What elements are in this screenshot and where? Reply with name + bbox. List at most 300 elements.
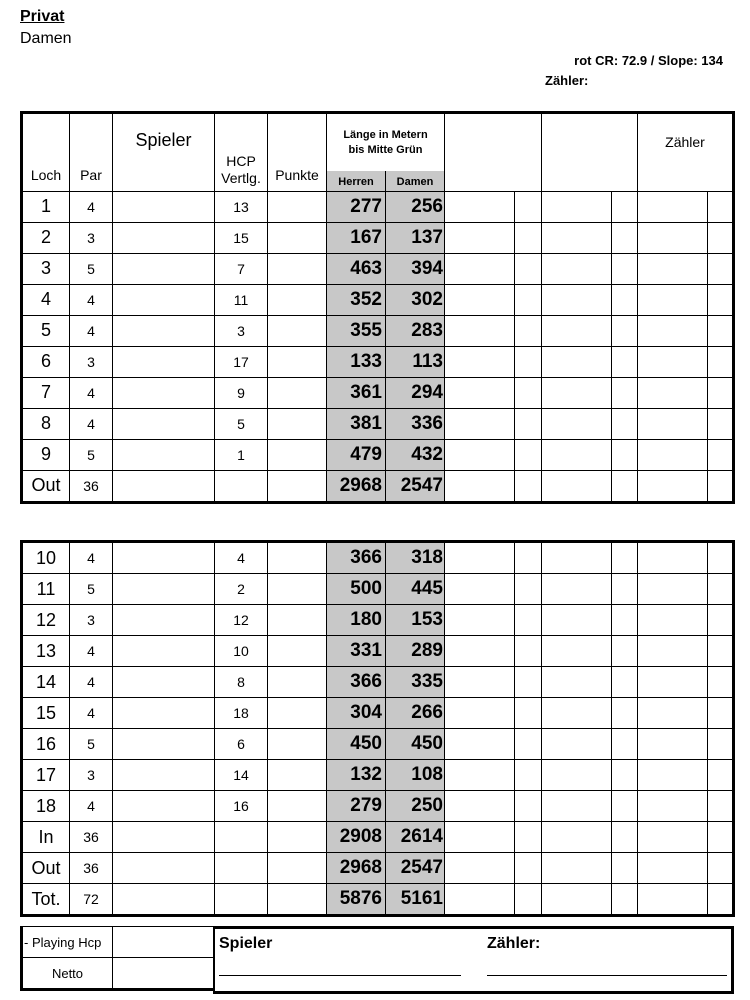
par-value: 3 <box>70 605 113 636</box>
score-field[interactable] <box>445 698 515 729</box>
score-field[interactable] <box>515 729 542 760</box>
score-field[interactable] <box>638 542 708 574</box>
score-field[interactable] <box>612 222 638 253</box>
score-field[interactable] <box>638 315 708 346</box>
score-field[interactable] <box>515 791 542 822</box>
header-spieler: Spieler <box>113 113 215 192</box>
length-herren: 355 <box>327 315 386 346</box>
score-field[interactable] <box>612 470 638 502</box>
total-row <box>22 822 734 853</box>
header-zaehler: Zähler <box>638 113 734 192</box>
score-field[interactable] <box>708 605 734 636</box>
hole-number: 18 <box>22 791 70 822</box>
score-field[interactable] <box>612 636 638 667</box>
hole-number: 14 <box>22 667 70 698</box>
score-field[interactable] <box>515 222 542 253</box>
hole-number: 4 <box>22 284 70 315</box>
length-herren: 366 <box>327 667 386 698</box>
hole-row <box>22 191 734 222</box>
score-field[interactable] <box>542 822 612 853</box>
points-field[interactable] <box>268 605 327 636</box>
hole-number: 15 <box>22 698 70 729</box>
score-field[interactable] <box>708 346 734 377</box>
hcp-index: 18 <box>215 698 268 729</box>
score-field[interactable] <box>638 729 708 760</box>
points-field[interactable] <box>268 377 327 408</box>
score-field[interactable] <box>515 253 542 284</box>
hcp-index: 9 <box>215 377 268 408</box>
length-damen: 137 <box>386 222 445 253</box>
score-field[interactable] <box>515 667 542 698</box>
player-score-field[interactable] <box>113 605 215 636</box>
score-field[interactable] <box>515 408 542 439</box>
hcp-index: 8 <box>215 667 268 698</box>
player-score-field[interactable] <box>113 377 215 408</box>
hcp-index: 3 <box>215 315 268 346</box>
score-field[interactable] <box>542 542 612 574</box>
player-score-field[interactable] <box>113 222 215 253</box>
points-field[interactable] <box>268 822 327 853</box>
score-field[interactable] <box>445 284 515 315</box>
points-field[interactable] <box>268 760 327 791</box>
total-row <box>22 470 734 502</box>
score-field[interactable] <box>445 822 515 853</box>
length-herren: 133 <box>327 346 386 377</box>
score-field[interactable] <box>445 667 515 698</box>
score-field[interactable] <box>638 439 708 470</box>
tee-category: Damen <box>20 30 72 47</box>
hcp-empty <box>215 470 268 502</box>
length-damen: 2614 <box>386 822 445 853</box>
header-par: Par <box>70 113 113 192</box>
length-herren: 479 <box>327 439 386 470</box>
hcp-index: 5 <box>215 408 268 439</box>
score-field[interactable] <box>515 346 542 377</box>
score-field[interactable] <box>542 253 612 284</box>
score-field[interactable] <box>445 253 515 284</box>
points-field[interactable] <box>268 791 327 822</box>
player-score-field[interactable] <box>113 667 215 698</box>
score-field[interactable] <box>612 346 638 377</box>
score-field[interactable] <box>612 760 638 791</box>
length-herren: 366 <box>327 542 386 574</box>
score-field[interactable] <box>515 377 542 408</box>
hole-row <box>22 760 734 791</box>
hole-number: 8 <box>22 408 70 439</box>
score-field[interactable] <box>515 470 542 502</box>
hole-row <box>22 574 734 605</box>
score-field[interactable] <box>708 315 734 346</box>
length-damen: 432 <box>386 439 445 470</box>
score-field[interactable] <box>515 284 542 315</box>
hole-row <box>22 698 734 729</box>
par-value: 4 <box>70 408 113 439</box>
score-field[interactable] <box>708 822 734 853</box>
hole-row <box>22 222 734 253</box>
score-field[interactable] <box>708 470 734 502</box>
hcp-index: 1 <box>215 439 268 470</box>
points-field[interactable] <box>268 191 327 222</box>
player-score-field[interactable] <box>113 439 215 470</box>
hole-number: 6 <box>22 346 70 377</box>
score-field[interactable] <box>542 791 612 822</box>
hole-number: 3 <box>22 253 70 284</box>
hole-number: 5 <box>22 315 70 346</box>
hole-row <box>22 253 734 284</box>
score-field[interactable] <box>638 760 708 791</box>
score-field[interactable] <box>542 760 612 791</box>
points-field[interactable] <box>268 853 327 884</box>
hcp-index: 17 <box>215 346 268 377</box>
score-field[interactable] <box>542 574 612 605</box>
header-score-col-1 <box>445 113 542 192</box>
score-field[interactable] <box>708 284 734 315</box>
length-herren: 279 <box>327 791 386 822</box>
length-herren: 5876 <box>327 884 386 916</box>
score-field[interactable] <box>542 222 612 253</box>
score-field[interactable] <box>708 853 734 884</box>
player-score-field[interactable] <box>113 542 215 574</box>
score-field[interactable] <box>515 574 542 605</box>
par-value: 4 <box>70 377 113 408</box>
hcp-empty <box>215 884 268 916</box>
score-field[interactable] <box>445 884 515 916</box>
score-field[interactable] <box>515 636 542 667</box>
score-field[interactable] <box>638 667 708 698</box>
score-field[interactable] <box>612 698 638 729</box>
score-field[interactable] <box>708 729 734 760</box>
signature-box <box>213 926 734 994</box>
score-field[interactable] <box>612 605 638 636</box>
counter-signature-label: Zähler: <box>487 935 541 952</box>
player-score-field[interactable] <box>113 636 215 667</box>
length-herren: 500 <box>327 574 386 605</box>
points-field[interactable] <box>268 729 327 760</box>
score-field[interactable] <box>445 605 515 636</box>
header-hcp: HCP Vertlg. <box>215 113 268 192</box>
score-field[interactable] <box>708 667 734 698</box>
hole-number: 1 <box>22 191 70 222</box>
player-score-field[interactable] <box>113 470 215 502</box>
hole-row <box>22 439 734 470</box>
total-label: In <box>22 822 70 853</box>
hcp-netto-table <box>20 926 215 991</box>
header-damen: Damen <box>386 171 445 192</box>
score-field[interactable] <box>445 222 515 253</box>
score-field[interactable] <box>515 760 542 791</box>
hole-row <box>22 284 734 315</box>
points-field[interactable] <box>268 574 327 605</box>
length-damen: 445 <box>386 574 445 605</box>
score-field[interactable] <box>542 377 612 408</box>
score-field[interactable] <box>445 636 515 667</box>
score-field[interactable] <box>612 439 638 470</box>
score-field[interactable] <box>612 542 638 574</box>
score-field[interactable] <box>708 574 734 605</box>
par-value: 5 <box>70 729 113 760</box>
score-field[interactable] <box>612 408 638 439</box>
score-field[interactable] <box>542 636 612 667</box>
hcp-index: 4 <box>215 542 268 574</box>
score-field[interactable] <box>445 439 515 470</box>
score-field[interactable] <box>612 822 638 853</box>
points-field[interactable] <box>268 284 327 315</box>
hcp-empty <box>215 853 268 884</box>
score-field[interactable] <box>638 346 708 377</box>
score-field[interactable] <box>708 408 734 439</box>
player-score-field[interactable] <box>113 574 215 605</box>
length-damen: 153 <box>386 605 445 636</box>
score-field[interactable] <box>445 377 515 408</box>
hole-row <box>22 346 734 377</box>
player-score-field[interactable] <box>113 315 215 346</box>
score-field[interactable] <box>542 470 612 502</box>
score-field[interactable] <box>515 698 542 729</box>
score-field[interactable] <box>638 284 708 315</box>
player-signature-label: Spieler <box>219 935 273 952</box>
score-field[interactable] <box>542 729 612 760</box>
hcp-index: 13 <box>215 191 268 222</box>
score-field[interactable] <box>445 191 515 222</box>
player-score-field[interactable] <box>113 822 215 853</box>
player-score-field[interactable] <box>113 284 215 315</box>
score-field[interactable] <box>708 377 734 408</box>
score-field[interactable] <box>515 191 542 222</box>
score-field[interactable] <box>542 884 612 916</box>
length-herren: 167 <box>327 222 386 253</box>
length-damen: 266 <box>386 698 445 729</box>
score-field[interactable] <box>445 315 515 346</box>
par-value: 4 <box>70 791 113 822</box>
score-field[interactable] <box>638 605 708 636</box>
score-field[interactable] <box>445 729 515 760</box>
par-value: 4 <box>70 315 113 346</box>
score-field[interactable] <box>612 191 638 222</box>
score-field[interactable] <box>708 636 734 667</box>
score-field[interactable] <box>612 284 638 315</box>
points-field[interactable] <box>268 222 327 253</box>
header-loch: Loch <box>22 113 70 192</box>
score-field[interactable] <box>542 605 612 636</box>
length-damen: 283 <box>386 315 445 346</box>
player-score-field[interactable] <box>113 760 215 791</box>
player-score-field[interactable] <box>113 884 215 916</box>
playing-hcp-field[interactable] <box>113 927 215 958</box>
score-field[interactable] <box>708 884 734 916</box>
score-field[interactable] <box>612 315 638 346</box>
points-field[interactable] <box>268 698 327 729</box>
points-field[interactable] <box>268 636 327 667</box>
hole-number: 7 <box>22 377 70 408</box>
hole-number: 2 <box>22 222 70 253</box>
club-name: Privat <box>20 8 65 25</box>
score-field[interactable] <box>638 822 708 853</box>
score-field[interactable] <box>708 760 734 791</box>
par-value: 4 <box>70 542 113 574</box>
score-field[interactable] <box>515 884 542 916</box>
score-field[interactable] <box>542 284 612 315</box>
score-field[interactable] <box>515 853 542 884</box>
length-damen: 2547 <box>386 853 445 884</box>
player-score-field[interactable] <box>113 253 215 284</box>
total-label: Out <box>22 853 70 884</box>
score-field[interactable] <box>638 470 708 502</box>
score-field[interactable] <box>708 222 734 253</box>
score-field[interactable] <box>515 439 542 470</box>
score-field[interactable] <box>612 791 638 822</box>
hole-number: 13 <box>22 636 70 667</box>
length-damen: 256 <box>386 191 445 222</box>
length-herren: 2968 <box>327 470 386 502</box>
length-damen: 108 <box>386 760 445 791</box>
score-field[interactable] <box>708 542 734 574</box>
score-field[interactable] <box>542 698 612 729</box>
score-field[interactable] <box>515 605 542 636</box>
score-field[interactable] <box>542 346 612 377</box>
score-field[interactable] <box>542 408 612 439</box>
length-damen: 289 <box>386 636 445 667</box>
player-score-field[interactable] <box>113 791 215 822</box>
par-value: 4 <box>70 191 113 222</box>
score-field[interactable] <box>708 191 734 222</box>
score-field[interactable] <box>445 760 515 791</box>
points-field[interactable] <box>268 346 327 377</box>
score-field[interactable] <box>638 698 708 729</box>
hole-row <box>22 542 734 574</box>
score-field[interactable] <box>638 253 708 284</box>
score-field[interactable] <box>638 853 708 884</box>
points-field[interactable] <box>268 315 327 346</box>
course-rating: rot CR: 72.9 / Slope: 134 <box>574 53 723 68</box>
score-field[interactable] <box>515 315 542 346</box>
score-field[interactable] <box>708 253 734 284</box>
score-field[interactable] <box>445 346 515 377</box>
score-field[interactable] <box>638 791 708 822</box>
header-punkte: Punkte <box>268 113 327 192</box>
score-field[interactable] <box>612 253 638 284</box>
score-field[interactable] <box>708 439 734 470</box>
score-field[interactable] <box>638 408 708 439</box>
player-score-field[interactable] <box>113 346 215 377</box>
netto-field[interactable] <box>113 958 215 990</box>
length-damen: 5161 <box>386 884 445 916</box>
points-field[interactable] <box>268 439 327 470</box>
length-herren: 381 <box>327 408 386 439</box>
score-field[interactable] <box>708 791 734 822</box>
hcp-index: 6 <box>215 729 268 760</box>
par-value: 36 <box>70 822 113 853</box>
points-field[interactable] <box>268 408 327 439</box>
score-field[interactable] <box>708 698 734 729</box>
length-herren: 463 <box>327 253 386 284</box>
score-field[interactable] <box>445 574 515 605</box>
player-score-field[interactable] <box>113 408 215 439</box>
par-value: 3 <box>70 760 113 791</box>
score-field[interactable] <box>445 791 515 822</box>
length-damen: 113 <box>386 346 445 377</box>
score-field[interactable] <box>445 853 515 884</box>
score-field[interactable] <box>515 542 542 574</box>
score-field[interactable] <box>542 853 612 884</box>
hole-number: 12 <box>22 605 70 636</box>
length-herren: 132 <box>327 760 386 791</box>
total-label: Out <box>22 470 70 502</box>
points-field[interactable] <box>268 884 327 916</box>
score-field[interactable] <box>515 822 542 853</box>
total-row <box>22 853 734 884</box>
points-field[interactable] <box>268 667 327 698</box>
score-field[interactable] <box>638 636 708 667</box>
player-score-field[interactable] <box>113 853 215 884</box>
front-nine-table <box>20 111 735 504</box>
points-field[interactable] <box>268 542 327 574</box>
score-field[interactable] <box>638 884 708 916</box>
back-nine-table <box>20 540 735 917</box>
hole-number: 9 <box>22 439 70 470</box>
hole-row <box>22 315 734 346</box>
player-score-field[interactable] <box>113 698 215 729</box>
counter-label: Zähler: <box>545 73 589 88</box>
par-value: 36 <box>70 853 113 884</box>
length-damen: 2547 <box>386 470 445 502</box>
score-field[interactable] <box>638 222 708 253</box>
score-field[interactable] <box>542 439 612 470</box>
par-value: 5 <box>70 439 113 470</box>
par-value: 36 <box>70 470 113 502</box>
score-field[interactable] <box>612 853 638 884</box>
score-field[interactable] <box>542 315 612 346</box>
hole-row <box>22 636 734 667</box>
length-herren: 277 <box>327 191 386 222</box>
score-field[interactable] <box>638 574 708 605</box>
points-field[interactable] <box>268 470 327 502</box>
netto-label: Netto <box>22 958 113 990</box>
player-score-field[interactable] <box>113 191 215 222</box>
score-field[interactable] <box>612 884 638 916</box>
hcp-index: 11 <box>215 284 268 315</box>
length-damen: 294 <box>386 377 445 408</box>
length-herren: 331 <box>327 636 386 667</box>
score-field[interactable] <box>612 729 638 760</box>
counter-signature-line[interactable] <box>487 975 727 976</box>
par-value: 4 <box>70 636 113 667</box>
player-score-field[interactable] <box>113 729 215 760</box>
score-field[interactable] <box>638 377 708 408</box>
hcp-index: 16 <box>215 791 268 822</box>
score-field[interactable] <box>612 667 638 698</box>
hole-row <box>22 667 734 698</box>
player-signature-line[interactable] <box>219 975 461 976</box>
hole-row <box>22 377 734 408</box>
hole-row <box>22 791 734 822</box>
points-field[interactable] <box>268 253 327 284</box>
par-value: 4 <box>70 698 113 729</box>
header-length: Länge in Metern bis Mitte Grün <box>327 113 445 171</box>
score-field[interactable] <box>445 542 515 574</box>
hole-row <box>22 605 734 636</box>
score-field[interactable] <box>542 667 612 698</box>
score-field[interactable] <box>445 470 515 502</box>
par-value: 3 <box>70 346 113 377</box>
score-field[interactable] <box>612 377 638 408</box>
hole-number: 11 <box>22 574 70 605</box>
score-field[interactable] <box>445 408 515 439</box>
length-damen: 250 <box>386 791 445 822</box>
score-field[interactable] <box>638 191 708 222</box>
header-herren: Herren <box>327 171 386 192</box>
score-field[interactable] <box>542 191 612 222</box>
score-field[interactable] <box>612 574 638 605</box>
